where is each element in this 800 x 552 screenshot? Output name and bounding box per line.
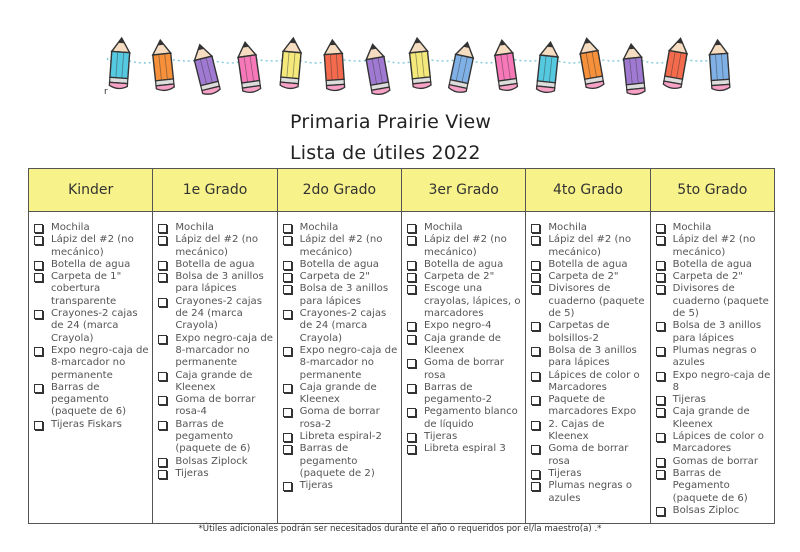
supply-item-text: Tijeras [548, 467, 582, 479]
supply-item-text: para lápices [299, 295, 362, 307]
supply-item [282, 271, 398, 283]
supply-item [33, 345, 149, 382]
supply-item-text: Lápiz del #2 (no [51, 234, 134, 246]
supply-item-text: azules [548, 492, 581, 504]
supply-item [406, 431, 522, 443]
supply-item-text: Botella de agua [423, 258, 504, 270]
supply-item-text: Carpeta de 2" [299, 271, 370, 283]
supply-item-text: Libreta espiral-2 [299, 431, 382, 443]
supply-item-text: Tijeras [423, 431, 458, 443]
supply-item-text: permanente [51, 369, 113, 381]
supply-item-text: Mochila [175, 222, 214, 233]
supply-item-text: para lápices [548, 357, 610, 369]
supply-item [282, 382, 398, 407]
supply-item [655, 222, 771, 234]
supply-item-text: Goma de borrar [423, 357, 505, 369]
supply-item-text: de líquido [423, 418, 474, 430]
supply-item-text: Lápices de color o [672, 431, 764, 443]
supply-item-text: marcadores [423, 308, 484, 320]
supply-item [157, 271, 273, 296]
school-name-title: Primaria Prairie View [290, 111, 492, 133]
pencil-icon [191, 43, 221, 96]
supply-item-text: Goma de borrar [548, 443, 629, 455]
supply-item [157, 296, 273, 333]
supply-item [655, 283, 771, 320]
supply-item-text: Caja grande de [672, 406, 750, 418]
supply-item [655, 394, 771, 406]
supply-item-text: Carpeta de 2" [423, 271, 495, 283]
supply-item-text: Botella de agua [175, 258, 255, 270]
supply-item [530, 222, 646, 234]
supply-item [157, 370, 273, 395]
supply-item-text: 8-marcador no [51, 357, 126, 369]
grade-header-3: 3er Grado [401, 169, 525, 212]
supply-item-text: mecánico) [51, 246, 104, 258]
supply-item [406, 320, 522, 332]
supply-item [530, 419, 646, 444]
supply-column-kinder [29, 212, 153, 524]
supply-item-text: Caja grande de [175, 369, 253, 381]
supply-item-text: Pegamento blanco [423, 406, 518, 418]
supply-item [655, 370, 771, 395]
supply-item [655, 406, 771, 431]
supply-item [282, 431, 398, 443]
supply-item [530, 320, 646, 345]
supply-item [33, 271, 149, 308]
supply-item-text: Botella de agua [672, 258, 752, 270]
supply-item-text: Pegamento [672, 480, 730, 492]
supply-item-text: (paquete de 6) [175, 443, 251, 455]
supply-item [282, 259, 398, 271]
supply-item-text: Mochila [423, 222, 463, 233]
supply-item-text: Bolsas Ziplock [175, 455, 248, 467]
footnote: *Útiles adicionales podrán ser necesitados durante el año o requeridos por el/la maestro(a) .* [198, 524, 602, 534]
supply-item [406, 222, 522, 234]
supply-item [282, 443, 398, 480]
supply-item-text: (paquete de 2) [299, 467, 375, 479]
banner-mark: r [104, 87, 108, 96]
supply-item-text: crayolas, lápices, o [423, 295, 521, 307]
pencil-icon [323, 39, 344, 91]
supply-table [28, 168, 775, 524]
supply-item-text: Bolsas Ziploc [672, 504, 740, 516]
supply-item-text: mecánico) [175, 246, 228, 258]
supply-item [655, 431, 771, 456]
supply-item-text: Lápiz del #2 (no [672, 234, 756, 246]
supply-item-text: Expo negro-caja de [672, 369, 771, 381]
supply-item-text: Divisores de [672, 283, 735, 295]
supply-item [655, 468, 771, 505]
supply-item-text: Kleenex [672, 418, 713, 430]
supply-item-text: cuaderno (paquete [548, 295, 645, 307]
supply-item-text: Kleenex [423, 344, 465, 356]
supply-item-text: Botella de agua [51, 258, 131, 270]
grade-header-row [29, 169, 775, 212]
supply-item-text: Lápiz del #2 (no [423, 234, 507, 246]
supply-item-text: Carpeta de 2" [548, 271, 619, 283]
supply-item-text: 8-marcador no [299, 357, 374, 369]
pencil-icon [151, 39, 174, 91]
supply-column-4 [526, 212, 650, 524]
supply-item-text: Expo negro-4 [423, 320, 492, 332]
supply-item [282, 308, 398, 345]
supply-item [157, 394, 273, 419]
supply-item [530, 234, 646, 259]
supply-item-text: cuaderno (paquete [672, 295, 769, 307]
supply-item-text: cobertura [51, 283, 101, 295]
supply-item-text: Mochila [672, 222, 712, 233]
supply-item-text: Lápiz del #2 (no [299, 234, 383, 246]
supply-item-text: 2. Cajas de Kleenex [548, 418, 605, 443]
supply-item-text: Divisores de [548, 283, 611, 295]
supply-item [406, 259, 522, 271]
supply-item-text: mecánico) [423, 246, 477, 258]
supply-item-text: Goma de borrar [175, 394, 256, 406]
supply-item-text: Tijeras [672, 394, 706, 406]
supply-column-5 [650, 212, 774, 524]
supply-item-text: mecánico) [299, 246, 353, 258]
supply-item [530, 345, 646, 370]
pencil-icon [663, 37, 689, 90]
supply-item-text: Barras de [672, 467, 722, 479]
supply-item-text: Botella de agua [299, 258, 379, 270]
supply-item-text: de 24 (marca [51, 320, 119, 332]
supply-item-text: Marcadores [672, 443, 732, 455]
supply-item [33, 222, 149, 234]
supply-item-text: de 24 (marca [175, 308, 243, 320]
supply-item-text: transparente [51, 295, 117, 307]
supply-item-text: 8 [672, 381, 680, 393]
supply-item [157, 222, 273, 234]
supply-item [530, 394, 646, 419]
supply-item-text: Bolsa de 3 anillos [548, 344, 637, 356]
supply-item-text: Crayones-2 cajas [51, 308, 138, 320]
supply-item-text: Carpetas de [548, 320, 610, 332]
supply-item-text: Tijeras [299, 480, 333, 492]
supply-item-text: Mochila [299, 222, 339, 233]
supply-item-text: azules [672, 357, 705, 369]
supply-item-text: Expo negro-caja de [175, 332, 273, 344]
supply-item-text: rosa-4 [175, 406, 207, 418]
supply-item [530, 468, 646, 480]
supply-item [33, 259, 149, 271]
supply-item-text: Gomas de borrar [672, 455, 758, 467]
supply-item-text: Carpeta de 1" [51, 271, 122, 283]
pencil-icon [280, 37, 302, 89]
supply-item-text: Plumas negras o [672, 344, 757, 356]
supply-item-text: Botella de agua [548, 258, 628, 270]
supply-item-text: Bolsa de 3 anillos [175, 271, 264, 283]
supply-item-text: Bolsa de 3 anillos [299, 283, 389, 295]
supply-item [406, 382, 522, 407]
supply-item-text: Lápices de color o [548, 369, 640, 381]
pencil-icon [109, 37, 130, 89]
supply-item-text: pegamento-2 [423, 394, 493, 406]
supply-item-text: Barras de [423, 381, 473, 393]
supply-item-text: Expo negro-caja de [51, 344, 149, 356]
supply-item-text: pegamento [175, 431, 234, 443]
supply-item [406, 443, 522, 455]
supply-item-text: Tijeras Fiskars [51, 418, 122, 430]
supply-item [33, 234, 149, 259]
supply-item [530, 259, 646, 271]
supply-item [406, 271, 522, 283]
supply-item-text: mecánico) [672, 246, 726, 258]
pencil-icon [364, 43, 390, 96]
supply-item-text: Marcadores [548, 381, 607, 393]
supply-item-text: rosa [548, 455, 570, 467]
supply-item [157, 456, 273, 468]
supply-column-1 [153, 212, 277, 524]
supply-item-text: pegamento [299, 455, 358, 467]
supply-item-text: pegamento [51, 394, 109, 406]
supply-item [655, 505, 771, 517]
pencil-icon [493, 39, 518, 92]
supply-item-text: de 24 (marca [299, 320, 368, 332]
supply-item-text: (paquete de 6) [51, 406, 127, 418]
supply-item [655, 259, 771, 271]
supply-item-text: Barras de [299, 443, 349, 455]
supply-item-text: Escoge una [423, 283, 483, 295]
supply-item [282, 234, 398, 259]
supply-item-text: rosa [423, 369, 446, 381]
supply-item-text: marcadores Expo [548, 406, 637, 418]
supply-item [406, 406, 522, 431]
supply-item-text: bolsillos-2 [548, 332, 599, 344]
supply-item-text: permanente [175, 357, 238, 369]
supply-item-text: Crayones-2 cajas [175, 295, 262, 307]
pencil-icon [236, 41, 261, 94]
grade-header-1: 1e Grado [153, 169, 277, 212]
supply-item [282, 345, 398, 382]
pencil-banner [100, 36, 760, 96]
supply-item-text: Libreta espiral 3 [423, 443, 506, 455]
supply-item-text: para lápices [672, 332, 734, 344]
supply-item [530, 271, 646, 283]
supply-item-text: Mochila [548, 222, 587, 233]
supply-item-text: Barras de [51, 381, 100, 393]
supply-item-text: Carpeta de 2" [672, 271, 743, 283]
supply-item-text: de 5) [548, 308, 575, 320]
supply-item [530, 370, 646, 395]
supply-item-text: rosa-2 [299, 418, 332, 430]
supply-item-text: Paquete de [548, 394, 606, 406]
supply-item-text: Lápiz del #2 (no [175, 234, 259, 246]
pencil-icon [536, 41, 559, 93]
supply-item [157, 333, 273, 370]
grade-header-5: 5to Grado [650, 169, 774, 212]
supply-item-text: Crayola) [51, 332, 94, 344]
supply-item [406, 234, 522, 259]
supply-item-text: Tijeras [175, 467, 209, 479]
supply-item [406, 333, 522, 358]
pencil-icon [578, 37, 604, 90]
supply-item [33, 308, 149, 345]
supply-item-text: Kleenex [175, 381, 216, 393]
supply-column-2 [277, 212, 401, 524]
supply-item [530, 480, 646, 505]
supply-item [282, 406, 398, 431]
supply-item-text: Caja grande de [423, 332, 501, 344]
supply-item [33, 419, 149, 431]
supply-item-text: 8-marcador no [175, 344, 250, 356]
supply-item [530, 443, 646, 468]
supply-item [157, 234, 273, 259]
pencil-icon [448, 41, 476, 94]
supply-item [33, 382, 149, 419]
supply-item-text: Mochila [51, 222, 90, 233]
supply-item [157, 419, 273, 456]
grade-header-2: 2do Grado [277, 169, 401, 212]
supply-item [655, 234, 771, 259]
supply-item-text: Caja grande de [299, 381, 377, 393]
supply-item-text: Bolsa de 3 anillos [672, 320, 762, 332]
pencil-icon [622, 43, 645, 95]
supply-item [282, 222, 398, 234]
supply-item-text: para lápices [175, 283, 237, 295]
supply-item-text: Plumas negras o [548, 480, 633, 492]
grade-header-kinder: Kinder [29, 169, 153, 212]
supply-item-text: (paquete de 6) [672, 492, 748, 504]
supply-item-text: Expo negro-caja de [299, 344, 398, 356]
supply-item [282, 283, 398, 308]
supply-item [530, 283, 646, 320]
supply-list-title: Lista de útiles 2022 [290, 142, 481, 164]
supply-item-text: Crayola) [175, 320, 218, 332]
supply-item [655, 271, 771, 283]
supply-column-3 [401, 212, 525, 524]
supply-item-text: Goma de borrar [299, 406, 380, 418]
supply-item [157, 259, 273, 271]
supply-item-text: de 5) [672, 308, 699, 320]
supply-item [655, 456, 771, 468]
supply-item [157, 468, 273, 480]
supply-item-text: Kleenex [299, 394, 340, 406]
pencil-icon [408, 37, 431, 89]
supply-item [655, 320, 771, 345]
supply-item [282, 480, 398, 492]
supply-item-text: Crayola) [299, 332, 343, 344]
grade-header-4: 4to Grado [526, 169, 650, 212]
supply-item-text: permanente [299, 369, 362, 381]
supply-row [29, 212, 775, 524]
pencil-icon [709, 39, 730, 91]
supply-item-text: Barras de [175, 418, 224, 430]
supply-item-text: mecánico) [548, 246, 601, 258]
supply-item [655, 345, 771, 370]
supply-item [406, 283, 522, 320]
supply-item [406, 357, 522, 382]
supply-item-text: Crayones-2 cajas [299, 308, 387, 320]
supply-item-text: Lápiz del #2 (no [548, 234, 632, 246]
